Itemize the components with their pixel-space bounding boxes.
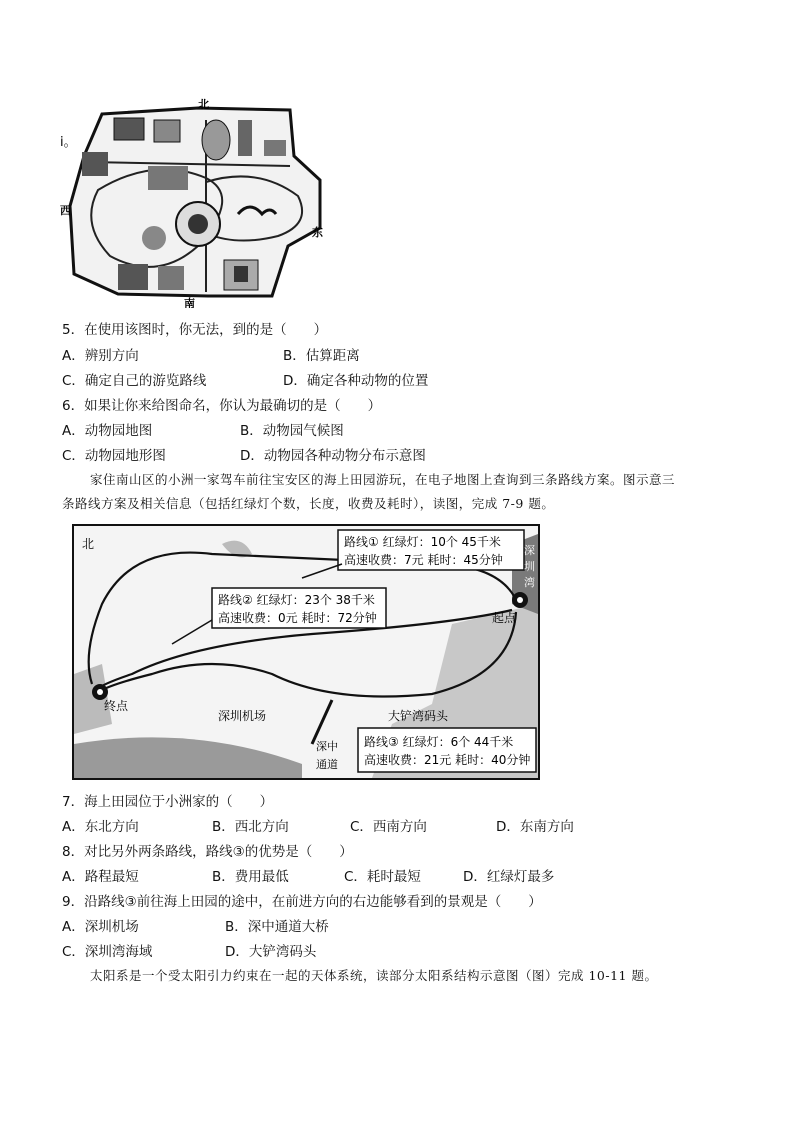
end-pin-dot xyxy=(97,689,103,695)
zoo-north-label: 北 xyxy=(198,98,209,111)
start-pin-dot xyxy=(517,597,523,603)
shenzhen-label-1: 深 xyxy=(524,544,535,557)
q9-option-d[interactable]: D．大铲湾码头 xyxy=(225,944,317,960)
route-3-info-line-2: 高速收费：21元 耗时：40分钟 xyxy=(364,753,531,767)
q5-option-a[interactable]: A．辨别方向 xyxy=(62,348,139,364)
q6-option-b[interactable]: B．动物园气候图 xyxy=(240,423,344,439)
q6-option-d[interactable]: D．动物园各种动物分布示意图 xyxy=(240,448,426,464)
zoo-west-label: 西 xyxy=(60,204,71,217)
shenzhen-label-3: 湾 xyxy=(524,576,535,589)
q5-option-d[interactable]: D．确定各种动物的位置 xyxy=(283,373,429,389)
question-7: 7．海上田园位于小洲家的（ ） xyxy=(62,794,274,810)
elephant-enclosure xyxy=(82,152,108,176)
q8-option-a[interactable]: A．路程最短 xyxy=(62,869,139,885)
enclosure-bottom-4 xyxy=(234,266,248,282)
zoo-map xyxy=(58,96,328,308)
enclosure-2 xyxy=(154,120,180,142)
q9-option-a[interactable]: A．深圳机场 xyxy=(62,919,139,935)
tunnel-label-1: 深中 xyxy=(316,740,338,753)
enclosure-3 xyxy=(202,120,230,160)
center-enclosure xyxy=(148,166,188,190)
question-6: 6．如果让你来给图命名，你认为最确切的是（ ） xyxy=(62,398,382,414)
map-north-label: 北 xyxy=(82,537,95,551)
q7-option-d[interactable]: D．东南方向 xyxy=(496,819,574,835)
question-8: 8．对比另外两条路线，路线③的优势是（ ） xyxy=(62,844,353,860)
end-label: 终点 xyxy=(104,699,129,713)
q8-option-d[interactable]: D．红绿灯最多 xyxy=(463,869,555,885)
airport-label: 深圳机场 xyxy=(218,709,267,723)
fountain-icon xyxy=(142,226,166,250)
enclosure-bottom-2 xyxy=(158,266,184,290)
q5-option-b[interactable]: B．估算距离 xyxy=(283,348,360,364)
passage-2: 太阳系是一个受太阳引力约束在一起的天体系统，读部分太阳系结构示意图（图）完成 10-11 题。 xyxy=(90,968,658,983)
route-map xyxy=(72,524,540,780)
q9-option-b[interactable]: B．深中通道大桥 xyxy=(225,919,329,935)
giraffe-enclosure xyxy=(238,120,252,156)
q7-option-a[interactable]: A．东北方向 xyxy=(62,819,139,835)
q9-option-c[interactable]: C．深圳湾海域 xyxy=(62,944,153,960)
enclosure-1 xyxy=(114,118,144,140)
passage-1-line-2: 条路线方案及相关信息（包括红绿灯个数，长度，收费及耗时），读图，完成 7-9 题。 xyxy=(62,496,555,511)
q7-option-b[interactable]: B．西北方向 xyxy=(212,819,289,835)
q7-option-c[interactable]: C．西南方向 xyxy=(350,819,427,835)
zoo-south-label: 南 xyxy=(184,297,195,308)
panda-icon xyxy=(188,214,208,234)
zoo-fragment: i。 xyxy=(60,135,77,150)
q8-option-b[interactable]: B．费用最低 xyxy=(212,869,289,885)
shenzhen-label-2: 圳 xyxy=(524,560,535,573)
q6-option-a[interactable]: A．动物园地图 xyxy=(62,423,153,439)
route-1-info-line-1: 路线① 红绿灯：10个 45千米 xyxy=(344,535,501,549)
route-2-info-line-2: 高速收费：0元 耗时：72分钟 xyxy=(218,611,377,625)
start-label: 起点 xyxy=(492,611,517,625)
q6-option-c[interactable]: C．动物园地形图 xyxy=(62,448,166,464)
question-9: 9．沿路线③前往海上田园的途中，在前进方向的右边能够看到的景观是（ ） xyxy=(62,894,542,910)
q5-option-c[interactable]: C．确定自己的游览路线 xyxy=(62,373,207,389)
route-1-info-line-2: 高速收费：7元 耗时：45分钟 xyxy=(344,553,503,567)
dock-label: 大铲湾码头 xyxy=(388,709,449,723)
enclosure-bottom-1 xyxy=(118,264,148,290)
tunnel-label-2: 通道 xyxy=(316,758,338,771)
route-2-info-line-1: 路线② 红绿灯：23个 38千米 xyxy=(218,593,375,607)
question-5: 5．在使用该图时，你无法，到的是（ ） xyxy=(62,322,328,338)
q8-option-c[interactable]: C．耗时最短 xyxy=(344,869,421,885)
passage-1-line-1: 家住南山区的小洲一家驾车前往宝安区的海上田园游玩，在电子地图上查询到三条路线方案。图示意三 xyxy=(90,472,676,487)
camel-enclosure xyxy=(264,140,286,156)
route-3-info-line-1: 路线③ 红绿灯：6个 44千米 xyxy=(364,735,514,749)
zoo-east-label: 东 xyxy=(312,226,323,239)
